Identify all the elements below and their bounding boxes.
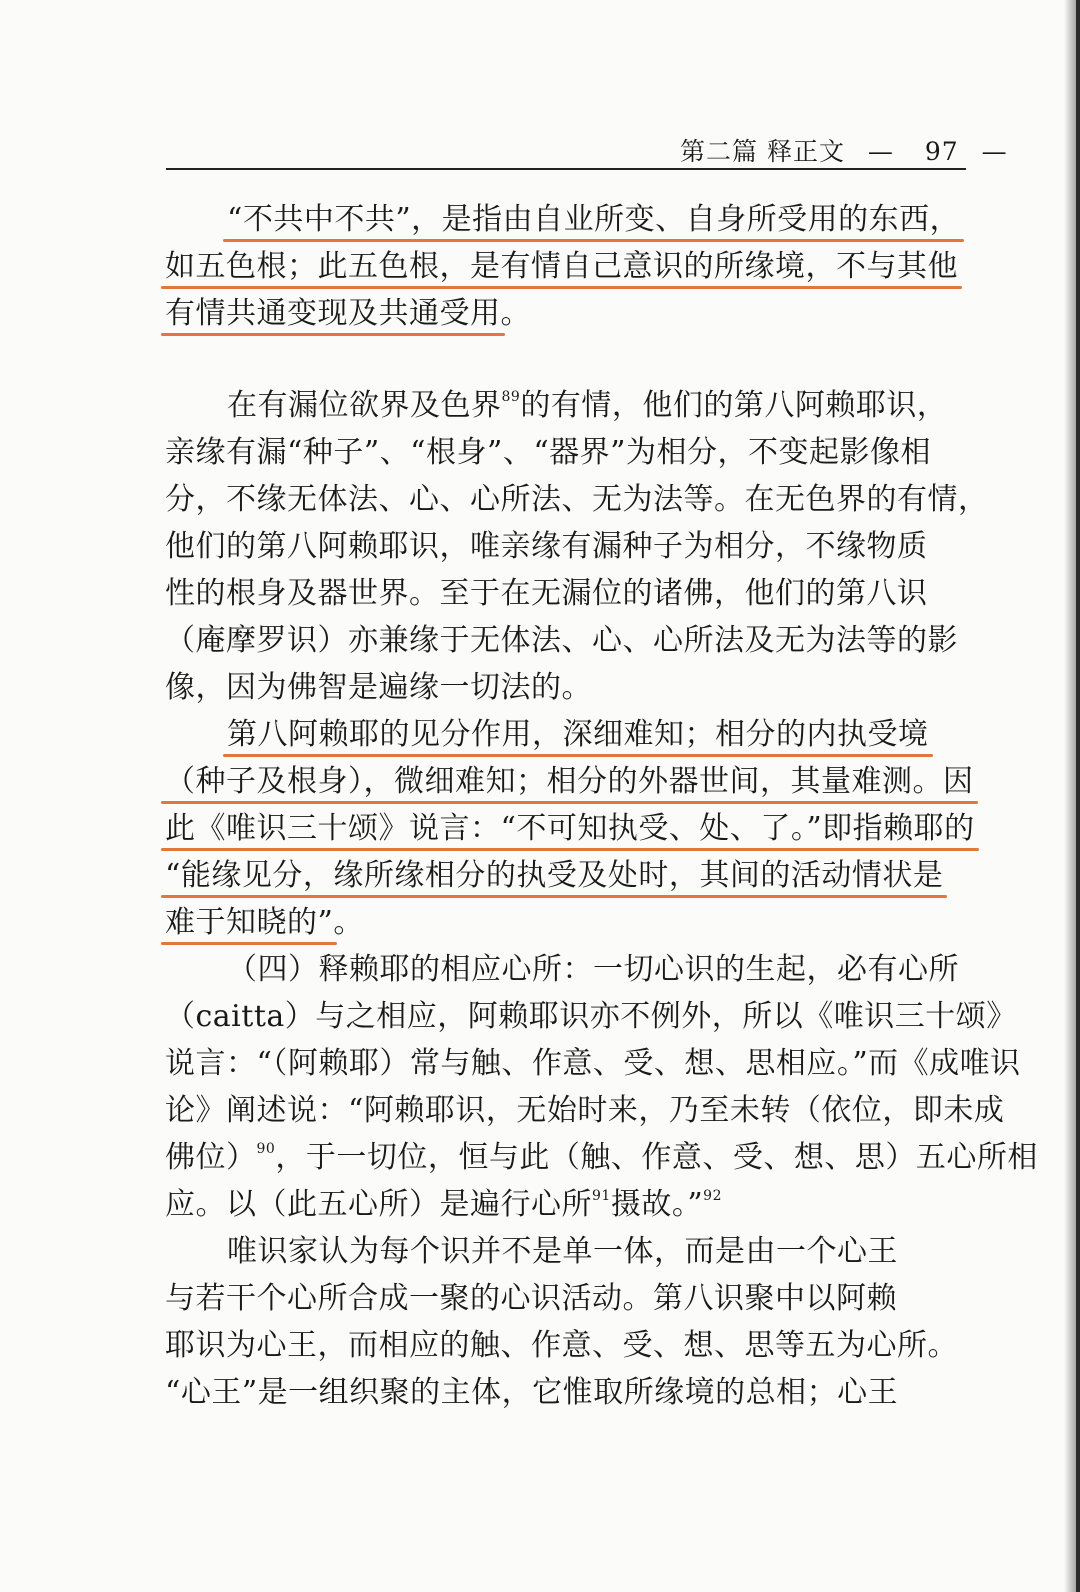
text-line: “心王”是一组织聚的主体，它惟取所缘境的总相；心王 xyxy=(165,1375,899,1410)
text-line: 分，不缘无体法、心、心所法、无为法等。在无色界的有情， xyxy=(165,482,989,517)
text-line xyxy=(165,243,975,290)
highlighted-text: 如五色根；此五色根，是有情自己意识的所缘境，不与其他 xyxy=(165,243,958,290)
text-line: （caitta）与之相应，阿赖耶识亦不例外，所以《唯识三十颂》 xyxy=(165,999,1017,1034)
paragraph-4 xyxy=(165,946,1038,1228)
plain-text: 。 xyxy=(333,905,364,940)
plain-text: 应。以（此五心所）是遍行心所 xyxy=(165,1187,592,1222)
plain-text: ，于一切位，恒与此（触、作意、受、想、思）五心所相 xyxy=(275,1140,1038,1175)
highlighted-text: （种子及根身），微细难知；相分的外器世间，其量难测。因 xyxy=(165,758,974,805)
running-header xyxy=(680,132,1008,168)
text-line xyxy=(165,899,975,946)
text-line: 他们的第八阿赖耶识，唯亲缘有漏种子为相分，不缘物质 xyxy=(165,529,928,564)
paragraph-2 xyxy=(165,382,989,711)
header-rule xyxy=(166,168,966,170)
text-line: 性的根身及器世界。至于在无漏位的诸佛，他们的第八识 xyxy=(165,576,928,611)
text-line xyxy=(165,290,975,337)
highlighted-text: “能缘见分，缘所缘相分的执受及处时，其间的活动情状是 xyxy=(165,852,943,899)
text-line: 亲缘有漏“种子”、“根身”、“器界”为相分，不变起影像相 xyxy=(165,435,932,470)
text-line xyxy=(165,1134,1038,1181)
page-number: 97 xyxy=(924,137,959,166)
text-line xyxy=(165,805,975,852)
footnote-marker: 89 xyxy=(501,389,521,405)
header-dash-left: — xyxy=(867,137,894,166)
text-line: 说言：“（阿赖耶）常与触、作意、受、想、思相应。”而《成唯识 xyxy=(165,1046,1021,1081)
text-line: 论》阐述说：“阿赖耶识，无始时来，乃至未转（依位，即未成 xyxy=(165,1093,1005,1128)
text-line: （四）释赖耶的相应心所：一切心识的生起，必有心所 xyxy=(227,952,959,987)
text-line xyxy=(165,852,975,899)
paragraph-3 xyxy=(165,711,975,946)
plain-text: 在有漏位欲界及色界 xyxy=(227,388,502,423)
highlighted-text: “不共中不共”，是指由自业所变、自身所受用的东西， xyxy=(227,196,960,243)
body-text xyxy=(165,196,1038,1416)
plain-text: 摄故。” xyxy=(610,1187,704,1222)
plain-text: 的有情，他们的第八阿赖耶识， xyxy=(520,388,948,423)
text-line: 与若干个心所合成一聚的心识活动。第八识聚中以阿赖 xyxy=(165,1281,897,1316)
footnote-marker: 92 xyxy=(703,1188,722,1204)
plain-text: 。 xyxy=(500,296,531,331)
text-line xyxy=(165,758,975,805)
footnote-marker: 91 xyxy=(592,1188,611,1204)
text-line xyxy=(165,196,975,243)
paragraph-1 xyxy=(165,196,975,337)
footnote-marker: 90 xyxy=(256,1141,276,1157)
text-line xyxy=(165,382,975,429)
text-line xyxy=(165,711,975,758)
text-line: 像，因为佛智是遍缘一切法的。 xyxy=(165,670,592,705)
text-line: （庵摩罗识）亦兼缘于无体法、心、心所法及无为法等的影 xyxy=(165,623,958,658)
section-title: 第二篇 释正文 xyxy=(680,137,845,166)
highlighted-text: 第八阿赖耶的见分作用，深细难知；相分的内执受境 xyxy=(227,711,929,758)
text-line xyxy=(165,1181,975,1228)
highlighted-text: 此《唯识三十颂》说言：“不可知执受、处、了。”即指赖耶的 xyxy=(165,805,975,852)
plain-text: 佛位） xyxy=(165,1140,257,1175)
text-line: 唯识家认为每个识并不是单一体，而是由一个心王 xyxy=(227,1234,898,1269)
page-edge xyxy=(1076,0,1080,1592)
highlighted-text: 难于知晓的” xyxy=(165,899,333,946)
paragraph-5 xyxy=(165,1228,975,1416)
text-line: 耶识为心王，而相应的触、作意、受、想、思等五为心所。 xyxy=(165,1328,958,1363)
highlighted-text: 有情共通变现及共通受用 xyxy=(165,290,501,337)
header-dash-right: — xyxy=(981,137,1008,166)
